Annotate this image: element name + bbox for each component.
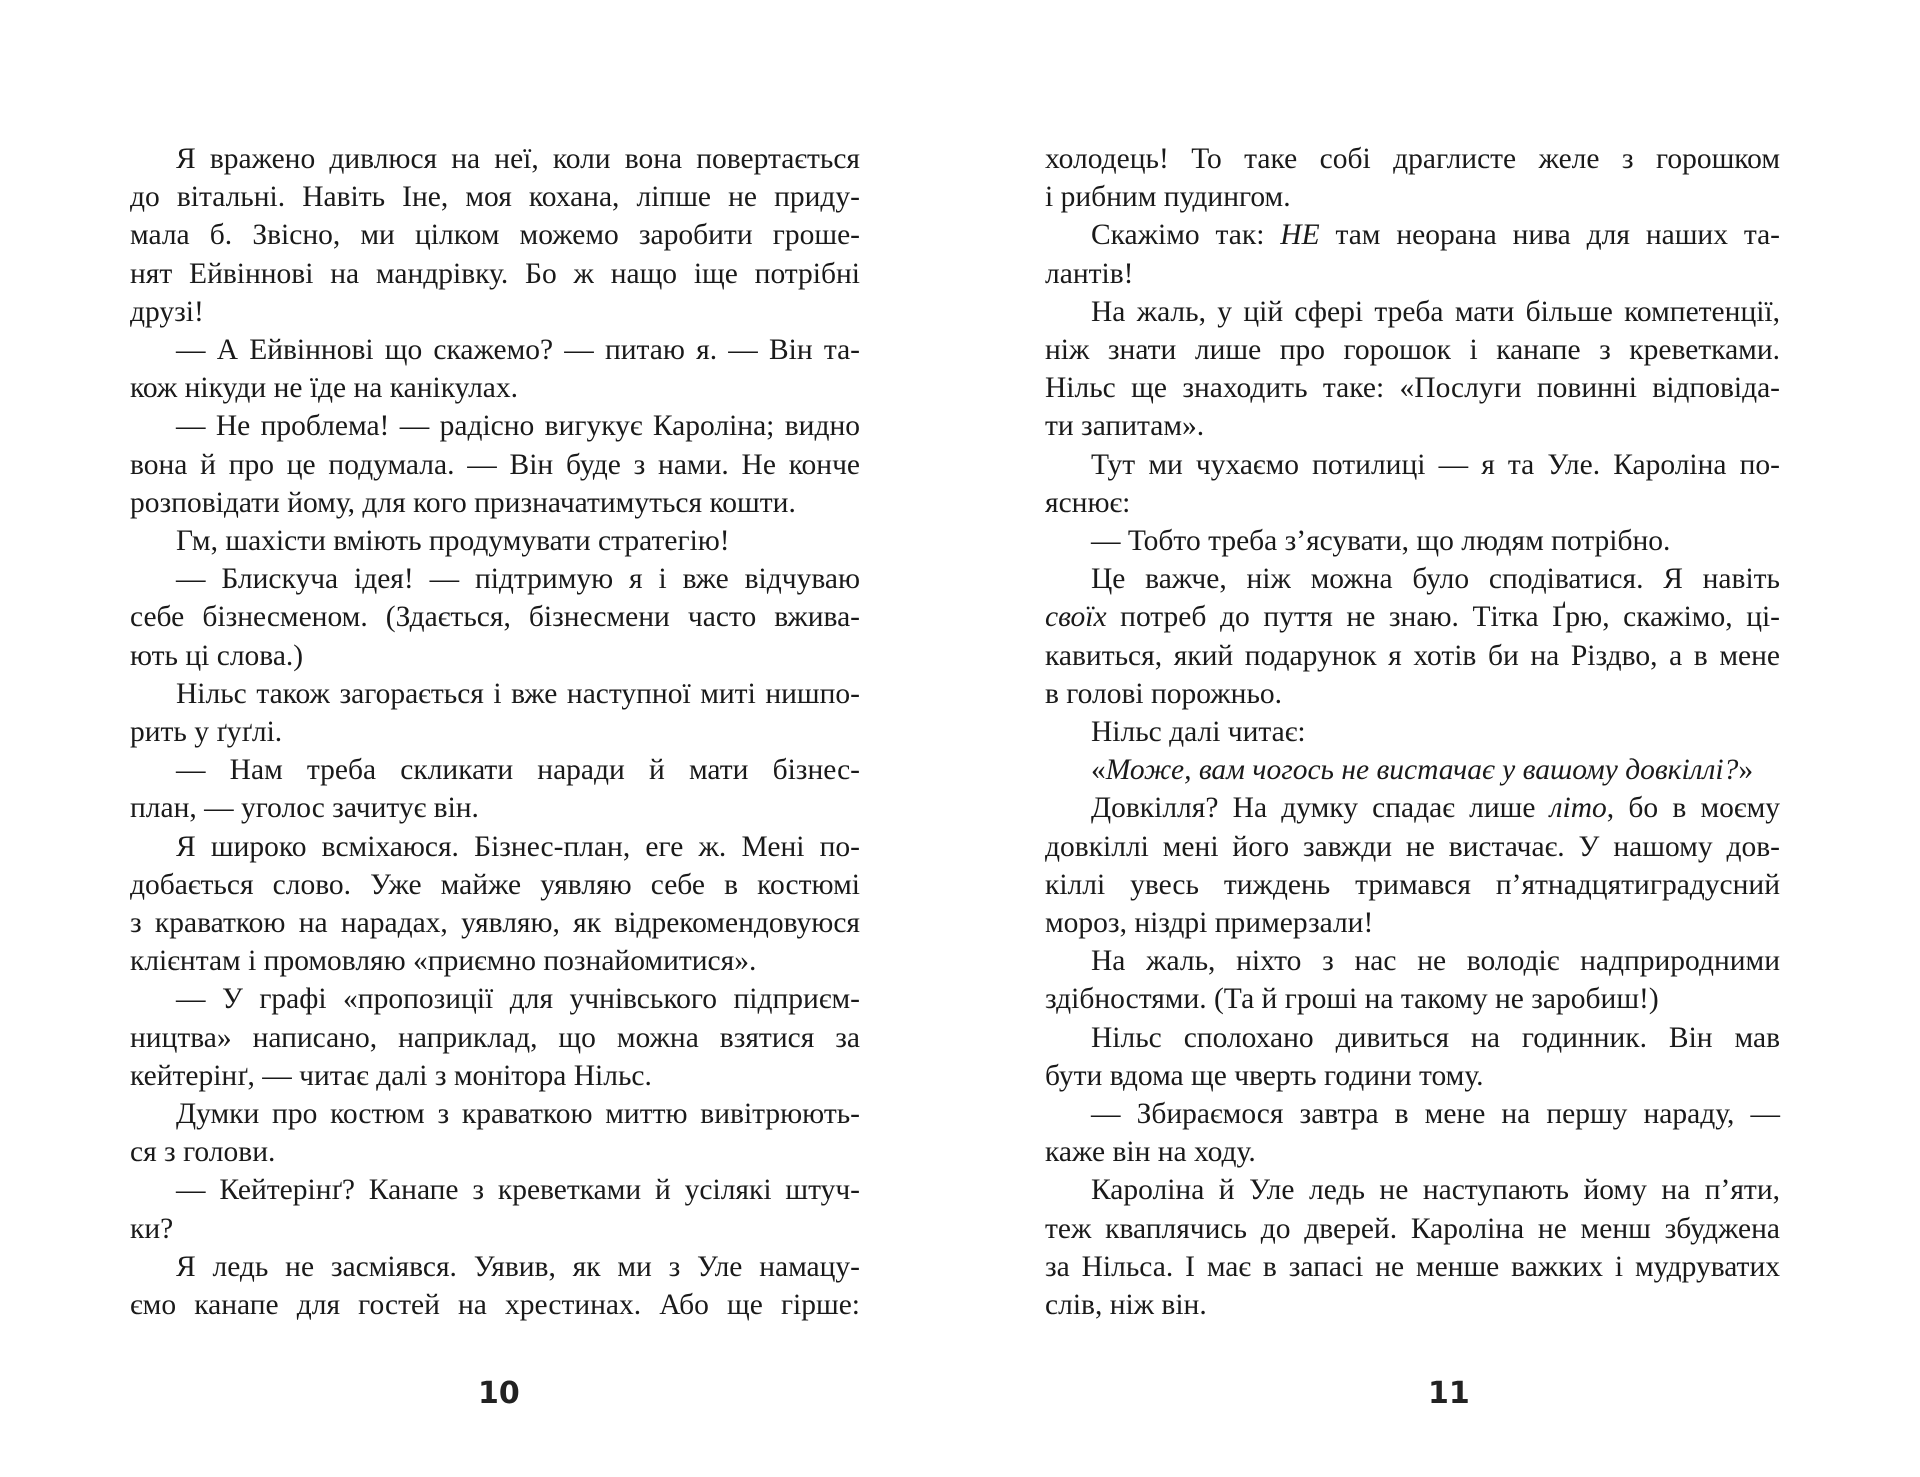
text-line: — Кейтерінґ? Канапе з креветками й усілякі штуч- xyxy=(176,1174,860,1207)
text-line: яснює: xyxy=(1045,486,1131,519)
text-line: — Збираємося завтра в мене на першу нараду, — xyxy=(1091,1098,1780,1131)
text-line: ся з голови. xyxy=(130,1136,276,1169)
text-line: Нільс ще знаходить таке: «Послуги повинні відповіда- xyxy=(1045,372,1780,405)
text-line: слів, ніж він. xyxy=(1045,1289,1207,1322)
text-line: Я широко всміхаюся. Бізнес-план, еге ж. Мені по- xyxy=(176,830,860,863)
text-line: Скажімо так: НЕ там неорана нива для наших та- xyxy=(1091,219,1780,252)
text-line: — Нам треба скликати наради й мати бізнес- xyxy=(176,754,860,787)
text-line: нят Ейвіннові на мандрівку. Бо ж нащо іще потрібні xyxy=(130,257,860,290)
text-line: здібностями. (Та й гроші на такому не заробиш!) xyxy=(1045,983,1659,1016)
text-line: друзі! xyxy=(130,295,204,328)
text-line: холодець! То таке собі драглисте желе з горошком xyxy=(1045,143,1780,175)
text-line: кавиться, який подарунок я хотів би на Різдво, а в мене xyxy=(1045,639,1780,672)
text-line: теж кваплячись до дверей. Кароліна не менш збуджена xyxy=(1045,1212,1780,1245)
text-line: ніж знати лише про горошок і канапе з креветками. xyxy=(1045,334,1780,367)
text-line: добається слово. Уже майже уявляю себе в костюмі xyxy=(130,868,860,901)
text-line: ти запитам». xyxy=(1045,410,1205,443)
text-line: — У графі «пропозиції для учнівського підприєм- xyxy=(176,983,860,1016)
text-line: в голові порожньо. xyxy=(1045,677,1283,710)
text-line: ємо канапе для гостей на хрестинах. Або ще гірше: xyxy=(130,1289,860,1322)
right-page-number: 11 xyxy=(1428,1376,1470,1411)
text-line: з краваткою на нарадах, уявляю, як відрекомендовуюся xyxy=(130,907,860,940)
text-line: вона й про це подумала. — Він буде з нами. Не конче xyxy=(130,448,860,481)
text-line: Кароліна й Уле ледь не наступають йому на п’яти, xyxy=(1091,1174,1780,1207)
text-line: Я вражено дивлюся на неї, коли вона повертається xyxy=(176,143,860,175)
text-line: Довкілля? На думку спадає лише літо, бо в моєму xyxy=(1091,792,1781,825)
text-line: себе бізнесменом. (Здається, бізнесмени часто вжива- xyxy=(130,601,860,634)
text-line: ництва» написано, наприклад, що можна взятися за xyxy=(130,1021,860,1054)
text-line: каже він на ходу. xyxy=(1045,1136,1256,1169)
text-line: Нільс сполохано дивиться на годинник. Він мав xyxy=(1091,1021,1780,1054)
text-line: Тут ми чухаємо потилиці — я та Уле. Кароліна по- xyxy=(1091,448,1780,481)
text-line: — Тобто треба з’ясувати, що людям потрібно. xyxy=(1091,525,1671,558)
text-line: — А Ейвіннові що скажемо? — питаю я. — Він та- xyxy=(176,334,860,367)
right-page-text xyxy=(1045,140,1780,1324)
left-page-text xyxy=(130,140,860,1324)
text-line: Нільс далі читає: xyxy=(1091,716,1306,749)
text-line: ють ці слова.) xyxy=(130,639,304,672)
text-line: до вітальні. Навіть Іне, моя кохана, ліпше не приду- xyxy=(130,181,860,214)
text-line: розповідати йому, для кого призначатимуться кошти. xyxy=(130,486,796,519)
text-line: Гм, шахісти вміють продумувати стратегію! xyxy=(176,525,730,558)
text-line: Думки про костюм з краваткою миттю вивітрюють- xyxy=(176,1098,860,1131)
text-line: кіллі увесь тиждень тримався п’ятнадцятиградусний xyxy=(1045,868,1780,901)
text-line: кож нікуди не їде на канікулах. xyxy=(130,372,519,405)
text-line: рить у ґуґлі. xyxy=(130,716,283,749)
text-line: мала б. Звісно, ми цілком можемо заробити грошe- xyxy=(130,219,860,252)
text-line: — Не проблема! — радісно вигукує Кароліна; видно xyxy=(176,410,860,443)
text-line: і рибним пудингом. xyxy=(1045,181,1291,214)
text-line: лантів! xyxy=(1045,257,1134,290)
text-line: Це важче, ніж можна було сподіватися. Я навіть xyxy=(1091,563,1780,596)
right-page xyxy=(960,0,1920,1477)
text-line: кейтерінґ, — читає далі з монітора Нільс. xyxy=(130,1059,652,1092)
left-page-number: 10 xyxy=(478,1376,520,1411)
text-line: Я ледь не засміявся. Уявив, як ми з Уле намацу- xyxy=(176,1250,860,1283)
text-line: «Може, вам чогось не вистачає у вашому довкіллі?» xyxy=(1091,754,1754,787)
text-line: клієнтам і промовляю «приємно познайомитися». xyxy=(130,945,757,978)
text-line: На жаль, ніхто з нас не володіє надприродними xyxy=(1091,945,1780,978)
text-line: — Блискуча ідея! — підтримую я і вже відчуваю xyxy=(176,563,860,596)
text-line: своїх потреб до пуття не знаю. Тітка Ґрю, скажімо, ці- xyxy=(1045,601,1780,634)
text-line: ки? xyxy=(130,1212,174,1245)
text-line: Нільс також загорається і вже наступної миті нишпо- xyxy=(176,677,860,710)
text-line: довкіллі мені його завжди не вистачає. У нашому дов- xyxy=(1045,830,1780,863)
text-line: план, — уголос зачитує він. xyxy=(130,792,479,825)
text-line: На жаль, у цій сфері треба мати більше компетенції, xyxy=(1091,295,1780,328)
text-line: мороз, ніздрі примерзали! xyxy=(1045,907,1374,940)
text-line: за Нільса. І має в запасі не менше важких і мудруватих xyxy=(1045,1250,1780,1283)
text-line: бути вдома ще чверть години тому. xyxy=(1045,1059,1484,1092)
